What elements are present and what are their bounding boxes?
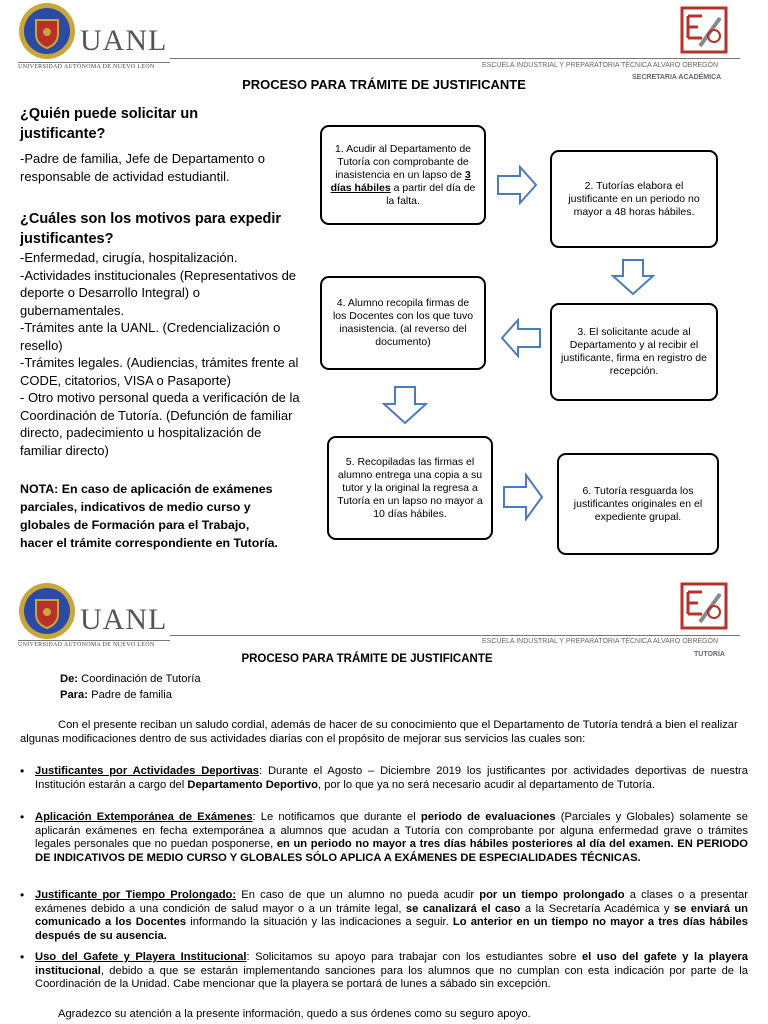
letter-intro [20, 719, 748, 746]
step-4-box [320, 276, 486, 370]
uanl-logo-text: UANL [80, 603, 168, 636]
item-text: (Parciales y Globales) solamente se aplicarán exámenes en fecha extemporánea a alumnos que acudan a Tutoría con comprobante por alguna enfermedad grave o trámites legales personales que no puedan posponerse, [35, 811, 748, 850]
header-rule [18, 62, 170, 63]
header-rule [18, 640, 170, 641]
item-emphasis: periodo de evaluaciones [420, 811, 556, 823]
intro-text: Con el presente reciban un saludo cordial, además de hacer de su conocimiento que el Departamento de Tutoría tendrá a bien el realizar algunas modificaciones dentro de sus actividades diarias con el propósito de mejorar sus servicios las cuales son: [20, 719, 738, 745]
reason-item: -Actividades institucionales (Representativos de deporte o Desarrollo Integral) o gubernamentales. [20, 267, 297, 318]
bullet-icon: • [20, 888, 25, 902]
bullet-icon: • [20, 810, 25, 824]
uanl-logo-text: UANL [80, 24, 168, 57]
item-text: , debido a que se estarán implementando sanciones para los alumnos que no cumplan con esta indicación por parte de la Coordinación de la Unidad. Cabe mencionar que la playera se portará de lunes a sábado sin excepción. [35, 964, 748, 990]
item-text: informando la situación y las indicaciones a seguir. [186, 916, 453, 928]
arrow-down-icon [382, 385, 428, 425]
item-uniform [35, 951, 748, 992]
item-prolonged-title: Justificante por Tiempo Prolongado: [35, 889, 237, 901]
step-5-box [327, 436, 493, 540]
item-emphasis: Departamento Deportivo [187, 778, 318, 791]
closing-text: Agradezco su atención a la presente información, quedo a sus órdenes como su seguro apoyo. [58, 1008, 531, 1020]
department-label: TUTORÍA [694, 651, 725, 658]
item-text: En caso de que un alumno no pueda acudir [236, 889, 480, 901]
from-line [60, 673, 201, 687]
step-6-text: 6. Tutoría resguarda los justificantes originales en el expediente grupal. [573, 484, 703, 523]
uanl-crest-top [18, 2, 76, 60]
page-title-2: PROCESO PARA TRÁMITE DE JUSTIFICANTE [241, 653, 493, 665]
from-value: Coordinación de Tutoría [78, 673, 201, 685]
step-1-text-c: a partir del día de la falta. [386, 181, 476, 207]
arrow-left-icon [500, 318, 542, 358]
reason-item: - Otro motivo personal queda a verificación de la Coordinación de Tutoría. (Defunción de familiar directo, padecimiento u hospitalización de familiar directo) [20, 390, 300, 458]
school-emblem-icon [680, 6, 728, 54]
item-emphasis: se enviará un comunicado a los Docentes [35, 902, 749, 928]
reason-item: -Trámites legales. (Audiencias, trámites frente al CODE, citatorios, VISA o Pasaporte) [20, 355, 299, 388]
step-1-text-a: 1. Acudir al Departamento de Tutoría con comprobante de inasistencia en un lapso de [335, 142, 471, 181]
item-emphasis: en un periodo no mayor a tres días hábiles posteriores al día del examen [276, 838, 671, 850]
header-line [170, 635, 740, 636]
step-3-box [550, 303, 718, 401]
uanl-crest-bottom [18, 582, 76, 640]
reasons-list [20, 249, 300, 459]
school-name: ESCUELA INDUSTRIAL Y PREPARATORIA TÉCNICA ALVARO OBREGÓN [482, 62, 718, 69]
uanl-subtitle: UNIVERSIDAD AUTÓNOMA DE NUEVO LEÓN [18, 64, 155, 70]
item-text: : Le notificamos que durante el [252, 811, 421, 823]
step-3-text: 3. El solicitante acude al Departamento y al recibir el justificante, firma en registro de recepción. [561, 326, 707, 377]
item-text: : Durante el Agosto – Diciembre 2019 los justificantes por actividades deportivas de nuestra Institución estarán a cargo del [35, 765, 748, 791]
answer-who: -Padre de familia, Jefe de Departamento o responsable de actividad estudiantil. [20, 151, 265, 184]
bullet-icon: • [20, 950, 25, 964]
reason-item: -Trámites ante la UANL. (Credencialización o resello) [20, 320, 281, 353]
item-uniform-title: Uso del Gafete y Playera Institucional [35, 951, 247, 963]
item-emphasis: por un tiempo prolongado [479, 889, 625, 901]
step-5-text: 5. Recopiladas las firmas el alumno entrega una copia a su tutor y la original la regresa a Tutoría en un lapso no mayor a 10 días hábiles. [337, 455, 483, 520]
item-sports-title: Justificantes por Actividades Deportivas [35, 765, 260, 777]
item-emphasis: se canalizará el caso [405, 902, 521, 915]
step-1-deadline: 3 días hábiles [330, 168, 471, 194]
item-exams [35, 811, 748, 865]
item-sports [35, 765, 748, 792]
school-name: ESCUELA INDUSTRIAL Y PREPARATORIA TÉCNICA ALVARO OBREGÓN [482, 638, 718, 645]
step-6-box [557, 453, 719, 555]
to-label: Para: [60, 689, 88, 701]
to-line [60, 689, 172, 703]
step-4-text: 4. Alumno recopila firmas de los Docentes con los que tuvo inasistencia. (al reverso del documento) [332, 297, 474, 348]
question-who: ¿Quién puede solicitar un justificante? [20, 106, 199, 142]
to-value: Padre de familia [88, 689, 172, 701]
item-prolonged [35, 889, 748, 943]
item-emphasis: . EN PERIODO DE INDICATIVOS DE MEDIO CURSO Y GLOBALES SÓLO APLICA A EXÁMENES DE ESPECIALIDADES TÉCNICAS. [35, 838, 748, 864]
header-line [170, 58, 740, 59]
arrow-right-icon [502, 473, 544, 521]
item-text: a clases o a presentar exámenes debido a una condición de salud mayor o a un trámite legal, [35, 889, 748, 915]
step-2-box [550, 150, 718, 248]
step-2-text: 2. Tutorías elabora el justificante en un periodo no mayor a 48 horas hábiles. [568, 179, 700, 218]
item-text: , por lo que ya no será necesario acudir al departamento de Tutoría. [317, 778, 655, 791]
question-reasons: ¿Cuáles son los motivos para expedir justificantes? [20, 211, 282, 247]
note: NOTA: En caso de aplicación de exámenes parciales, indicativos de medio curso y globales de Formación para el Trabajo, hacer el trámite correspondiente en Tutoría. [20, 482, 278, 550]
arrow-down-icon [611, 258, 655, 296]
from-label: De: [60, 673, 79, 685]
step-1-box [320, 125, 486, 225]
item-emphasis: Lo anterior en un tiempo no mayor a tres días hábiles después de su ausencia. [35, 916, 748, 942]
item-exams-title: Aplicación Extemporánea de Exámenes [35, 811, 253, 823]
department-label: SECRETARIA ACADÉMICA [632, 74, 722, 81]
page-title-1: PROCESO PARA TRÁMITE DE JUSTIFICANTE [242, 77, 526, 92]
reason-item: -Enfermedad, cirugía, hospitalización. [20, 250, 238, 265]
item-text: a la Secretaría Académica y [520, 902, 674, 915]
school-emblem-icon [680, 582, 728, 630]
item-text: : Solicitamos su apoyo para trabajar con los estudiantes sobre [246, 951, 582, 963]
uanl-subtitle: UNIVERSIDAD AUTÓNOMA DE NUEVO LEÓN [18, 642, 155, 648]
item-emphasis: el uso del gafete y la playera institucional [35, 951, 748, 977]
bullet-icon: • [20, 764, 25, 778]
arrow-right-icon [496, 165, 538, 205]
